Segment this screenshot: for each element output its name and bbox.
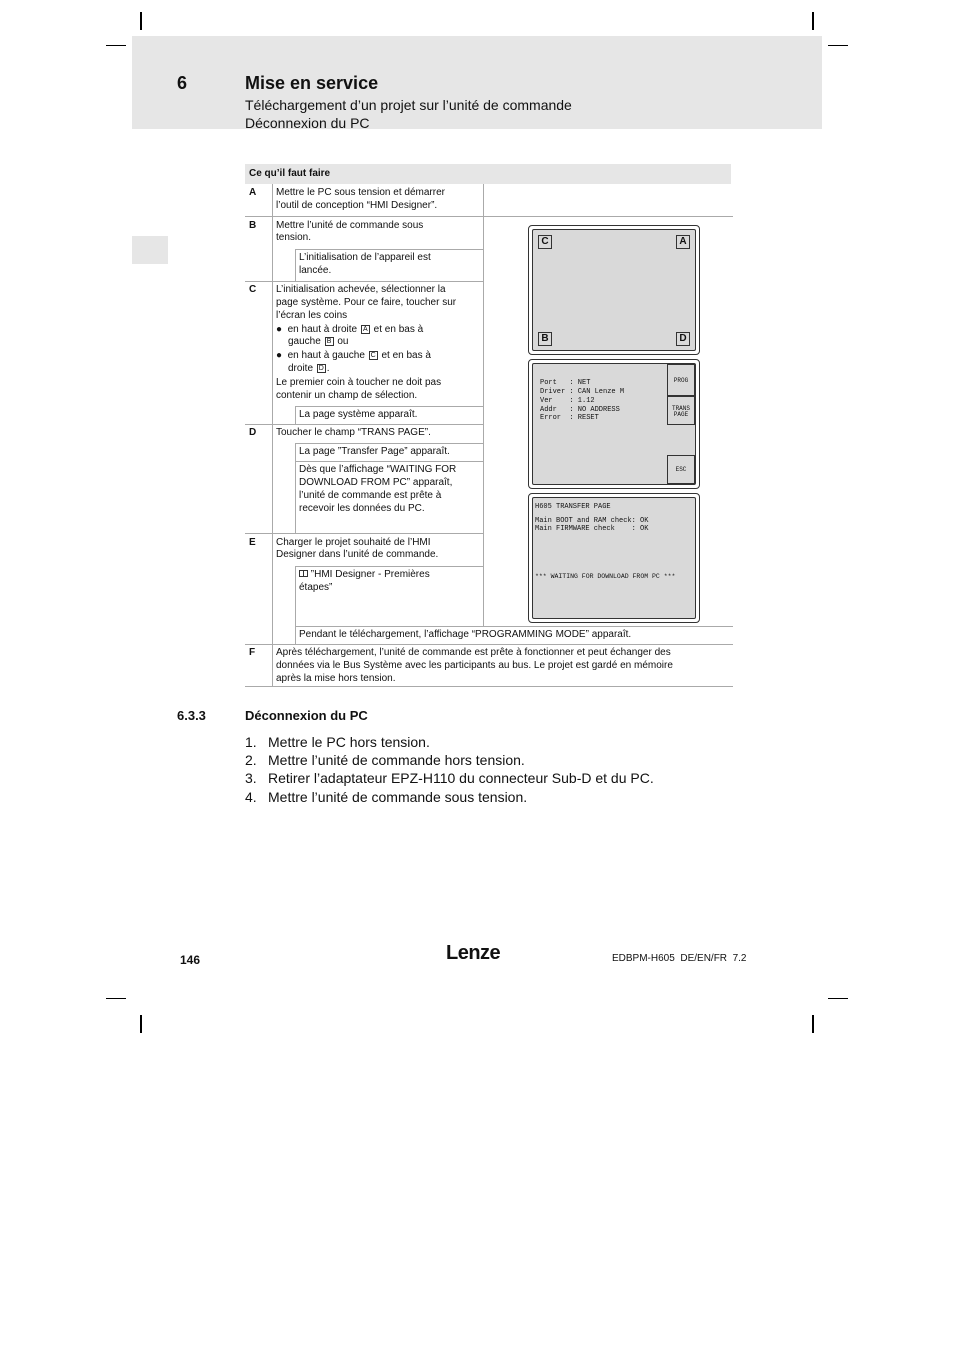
bullet-1-text-a: en haut à droite [287, 324, 358, 335]
row-b-result-2: lancée. [299, 265, 332, 276]
grid-line [295, 461, 483, 462]
row-e-ref-text: ”HMI Designer - Premières [310, 569, 430, 580]
corner-d-marker: D [676, 332, 690, 346]
transfer-page-display [532, 497, 696, 619]
table-header: Ce qu’il faut faire [245, 164, 731, 184]
transfer-line-2: Main FIRMWARE check : OK [535, 525, 649, 533]
grid-line [245, 644, 733, 645]
section-number: 6.3.3 [177, 708, 206, 723]
crop-mark [828, 45, 848, 46]
bullet-dot: ● [276, 324, 283, 335]
esc-button-label: ESC [675, 466, 687, 473]
row-e-result: Pendant le téléchargement, l’affichage “PROGRAMMING MODE” apparaît. [299, 629, 632, 640]
row-e-ref-2: étapes” [299, 582, 333, 593]
corner-c-marker: C [538, 235, 552, 249]
row-b-text-2: tension. [276, 232, 312, 243]
trans-button-label-2: PAGE [673, 411, 689, 418]
row-a-text-2: l’outil de conception “HMI Designer”. [276, 200, 438, 211]
chapter-number: 6 [177, 73, 188, 93]
crop-mark [106, 45, 126, 46]
prog-button [667, 364, 695, 396]
grid-line [483, 184, 484, 626]
crop-mark [812, 12, 814, 30]
row-c-text-2: page système. Pour ce faire, toucher sur [276, 297, 457, 308]
bullet-2-text-a: en haut à gauche [287, 350, 365, 361]
step-item [245, 770, 654, 786]
step-number: 3. [245, 770, 257, 786]
row-b-result-1: L’initialisation de l’appareil est [299, 252, 431, 263]
row-c-note-2: contenir un champ de sélection. [276, 390, 418, 401]
prog-button-label: PROG [673, 377, 689, 384]
row-label-f: F [249, 647, 256, 658]
grid-line [272, 184, 273, 687]
transfer-line-1: Main BOOT and RAM check: OK [535, 517, 649, 525]
row-e-ref-1 [299, 568, 430, 581]
crop-mark [106, 998, 126, 999]
trans-button-label-1: TRANS [671, 405, 690, 412]
bullet-dot: ● [276, 350, 283, 361]
row-label-a: A [249, 187, 257, 198]
step-text: Mettre l’unité de commande sous tension. [268, 789, 528, 805]
bullet-2-text-b: et en bas à [381, 350, 431, 361]
step-text: Retirer l’adaptateur EPZ-H110 du connecteur Sub-D et du PC. [268, 770, 654, 786]
lenze-logo: Lenze [446, 942, 501, 964]
row-f-text-2: données via le Bus Système avec les participants au bus. Le projet est gardé en mémoire [276, 660, 673, 671]
crop-mark [828, 998, 848, 999]
row-d-result-1: La page ”Transfer Page” apparaît. [299, 446, 450, 457]
step-text: Mettre le PC hors tension. [268, 734, 430, 750]
row-d-result-2-line-3: l’unité de commande est prête à [299, 490, 442, 501]
document-reference: EDBPM-H605 DE/EN/FR 7.2 [612, 953, 747, 964]
row-d-result-2-line-2: DOWNLOAD FROM PC” apparaît, [299, 477, 453, 488]
row-d-text: Toucher le champ “TRANS PAGE”. [276, 427, 431, 438]
step-number: 4. [245, 789, 257, 805]
system-page-illustration [528, 359, 700, 489]
step-item [245, 734, 430, 750]
corner-b-marker: B [538, 332, 552, 346]
corner-c-icon: C [370, 352, 376, 359]
row-c-note-1: Le premier coin à toucher ne doit pas [276, 377, 442, 388]
grid-line [295, 406, 483, 407]
system-line-5: Error : RESET [540, 414, 599, 422]
grid-line [295, 443, 483, 444]
row-d-result-2-line-1: Dès que l’affichage “WAITING FOR [299, 464, 457, 475]
grid-line [295, 249, 296, 281]
chapter-subtitle: Téléchargement d’un projet sur l’unité de commande [245, 97, 572, 113]
row-label-e: E [249, 537, 256, 548]
bullet-2-cont [288, 362, 330, 375]
bullet-2-text-c: droite [288, 363, 314, 374]
row-e-text-2: Designer dans l’unité de commande. [276, 549, 439, 560]
corner-b-icon: B [325, 337, 334, 346]
touch-screen-display [532, 229, 696, 351]
transfer-waiting: *** WAITING FOR DOWNLOAD FROM PC *** [535, 573, 676, 580]
grid-line [245, 686, 733, 687]
esc-button [667, 455, 695, 484]
system-line-3: Ver : 1.12 [540, 397, 595, 405]
bullet-1-text-b: et en bas à [373, 324, 424, 335]
side-tab [132, 236, 168, 264]
row-label-c: C [249, 284, 257, 295]
row-c-text-3: l’écran les coins [276, 310, 348, 321]
corner-a-marker: A [676, 235, 690, 249]
step-text: Mettre l’unité de commande hors tension. [268, 752, 525, 768]
system-line-2: Driver : CAN Lenze M [540, 388, 625, 396]
bullet-1-cont [288, 335, 349, 348]
step-number: 1. [245, 734, 257, 750]
header-band [132, 36, 822, 129]
crop-mark [140, 1015, 142, 1033]
row-f-text-1: Après téléchargement, l’unité de commande est prête à fonctionner et peut échanger des [276, 647, 671, 658]
corner-a-icon: A [361, 325, 370, 334]
corner-d-icon: D [318, 365, 324, 372]
transfer-page-illustration [528, 493, 700, 623]
grid-line [295, 566, 296, 645]
grid-line [245, 533, 483, 534]
grid-line [245, 281, 483, 282]
grid-line [295, 406, 296, 425]
step-item [245, 789, 527, 805]
chapter-title: Mise en service [245, 73, 379, 93]
crop-mark [140, 12, 142, 30]
grid-line [295, 249, 483, 250]
grid-line [245, 216, 733, 217]
row-label-b: B [249, 220, 257, 231]
bullet-1-text-c: gauche [288, 336, 321, 347]
row-c-text-1: L’initialisation achevée, sélectionner la [276, 284, 446, 295]
transfer-title: H605 TRANSFER PAGE [535, 503, 611, 511]
page-number: 146 [180, 953, 201, 967]
step-item [245, 752, 525, 768]
bullet-2 [276, 349, 431, 362]
touch-screen-illustration [528, 225, 700, 355]
section-subtitle: Déconnexion du PC [245, 115, 370, 131]
system-line-1: Port : NET [540, 379, 591, 387]
row-label-d: D [249, 427, 257, 438]
row-e-text-1: Charger le projet souhaité de l’HMI [276, 537, 431, 548]
row-c-result: La page système apparaît. [299, 409, 418, 420]
row-b-text-1: Mettre l’unité de commande sous [276, 220, 424, 231]
grid-line [295, 626, 733, 627]
crop-mark [812, 1015, 814, 1033]
bullet-1-text-d: ou [337, 336, 349, 347]
grid-line [295, 566, 483, 567]
trans-page-button [667, 396, 695, 425]
section-title: Déconnexion du PC [245, 708, 368, 723]
grid-line [295, 443, 296, 533]
row-a-text-1: Mettre le PC sous tension et démarrer [276, 187, 445, 198]
bullet-2-text-d: . [326, 363, 330, 374]
step-number: 2. [245, 752, 257, 768]
row-f-text-3: après la mise hors tension. [276, 673, 396, 684]
row-d-result-2-line-4: recevoir les données du PC. [299, 503, 425, 514]
grid-line [245, 424, 483, 425]
system-page-display [532, 363, 696, 485]
book-icon [299, 570, 308, 577]
system-line-4: Addr : NO ADDRESS [540, 406, 620, 414]
